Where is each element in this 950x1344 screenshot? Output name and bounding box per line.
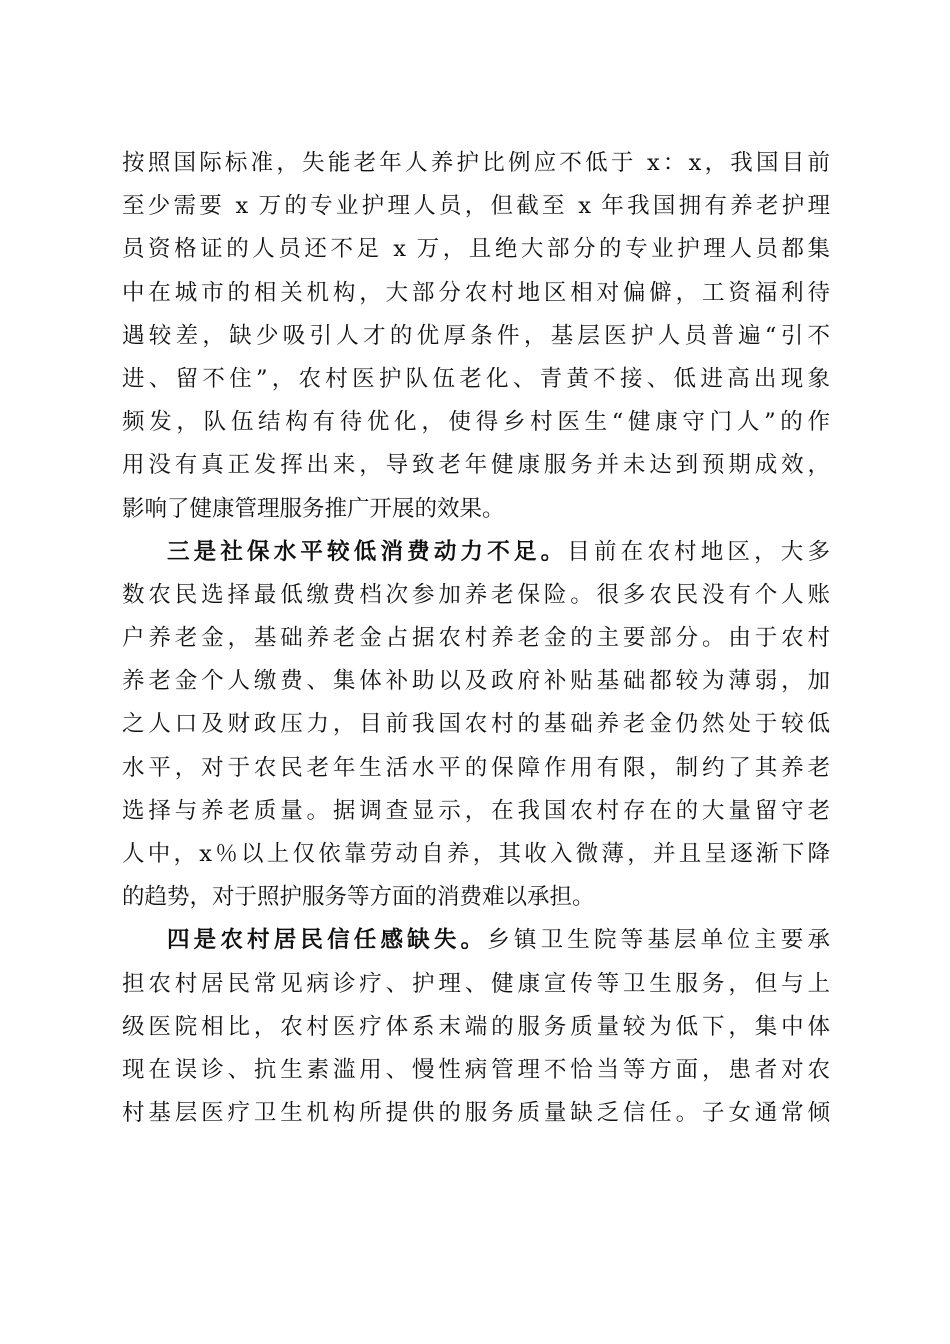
text-line: 进、留不住”，农村医护队伍老化、青黄不接、低进高出现象: [122, 365, 830, 392]
text-line: 的趋势，对于照护服务等方面的消费难以承担。: [122, 884, 595, 911]
text-line: 至少需要 x 万的专业护理人员，但截至 x 年我国拥有养老护理: [122, 193, 830, 220]
paragraph-first-line: [122, 531, 830, 574]
text-span: 目前在农村地区，大多: [567, 538, 830, 565]
text-line: 员资格证的人员还不足 x 万，且绝大部分的专业护理人员都集: [122, 236, 830, 263]
text-line: 村基层医疗卫生机构所提供的服务质量缺乏信任。子女通常倾: [122, 1100, 830, 1127]
text-line: 水平，对于农民老年生活水平的保障作用有限，制约了其养老: [122, 754, 830, 781]
text-line: 影响了健康管理服务推广开展的效果。: [122, 495, 505, 522]
text-line: 担农村居民常见病诊疗、护理、健康宣传等卫生服务，但与上: [122, 970, 830, 997]
text-line: 人中，x％以上仅依靠劳动自养，其收入微薄，并且呈逐渐下降: [122, 841, 830, 867]
text-line: 频发，队伍结构有待优化，使得乡村医生“健康守门人”的作: [122, 409, 830, 436]
paragraph-2: [122, 531, 830, 920]
document-body: [122, 142, 830, 1135]
text-line: 现在误诊、抗生素滥用、慢性病管理不恰当等方面，患者对农: [122, 1056, 830, 1083]
text-line: 选择与养老质量。据调查显示，在我国农村存在的大量留守老: [122, 797, 830, 824]
paragraph-heading: 四是农村居民信任感缺失。: [167, 927, 488, 954]
text-line: 按照国际标准，失能老年人养护比例应不低于 x：x，我国目前: [122, 150, 830, 176]
text-span: 乡镇卫生院等基层单位主要承: [487, 927, 830, 954]
text-line: 级医院相比，农村医疗体系末端的服务质量较为低下，集中体: [122, 1013, 830, 1040]
text-line: 数农民选择最低缴费档次参加养老保险。很多农民没有个人账: [122, 581, 830, 608]
paragraph-first-line: [122, 919, 830, 962]
text-line: 户养老金，基础养老金占据农村养老金的主要部分。由于农村: [122, 625, 830, 652]
text-line: 之人口及财政压力，目前我国农村的基础养老金仍然处于较低: [122, 711, 830, 738]
text-line: 中在城市的相关机构，大部分农村地区相对偏僻，工资福利待: [122, 279, 830, 306]
text-line: 用没有真正发挥出来，导致老年健康服务并未达到预期成效，: [122, 452, 830, 479]
paragraph-heading: 三是社保水平较低消费动力不足。: [167, 538, 568, 565]
text-line: 养老金个人缴费、集体补助以及政府补贴基础都较为薄弱，加: [122, 668, 830, 695]
text-line: 遇较差，缺少吸引人才的优厚条件，基层医护人员普遍“引不: [122, 322, 830, 349]
paragraph-3: [122, 919, 830, 1135]
paragraph-1: [122, 142, 830, 531]
